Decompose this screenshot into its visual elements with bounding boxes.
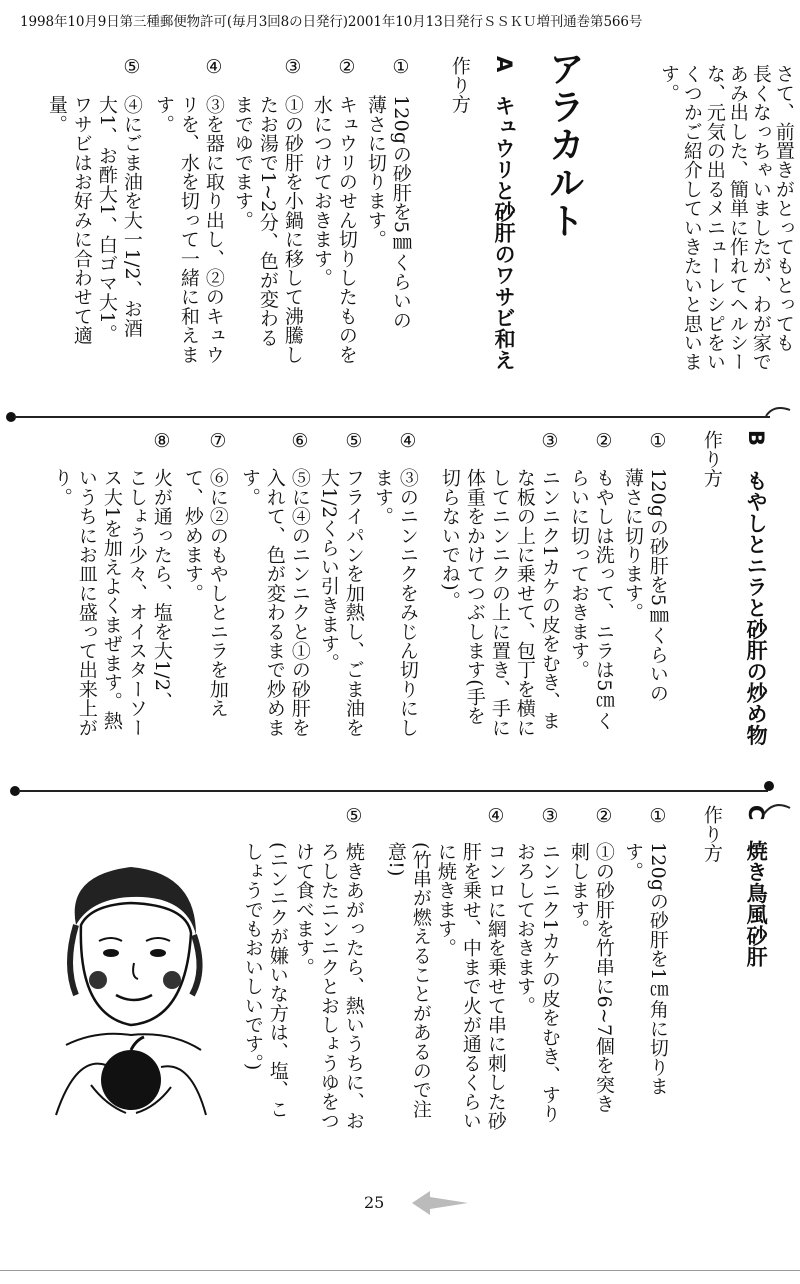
- c-step-4-line-3: に焼きます。: [434, 842, 457, 958]
- b-step-4-line-1: ③のニンニクをみじん切りにし: [396, 468, 419, 737]
- c-step-4-line-1: コンロに網を乗せて串に刺した砂: [484, 842, 507, 1130]
- section-c-letter: C: [744, 805, 769, 821]
- intro-line-4: な、元気の出るメニューレシピをい: [703, 64, 726, 372]
- c-step-3-num: ③: [538, 805, 561, 828]
- b-step-6-num: ⑥: [288, 430, 311, 453]
- a-step-3-line-1: ①の砂肝を小鍋に移して沸騰し: [281, 95, 304, 364]
- b-step-7-num: ⑦: [206, 430, 229, 453]
- c-step-5-line-4: (ニンニクが嫌いな方は、塩、こ: [266, 842, 289, 1119]
- section-a-letter: A: [492, 56, 517, 73]
- c-step-5-line-5: しょうでもおいしいです。): [241, 842, 264, 1071]
- c-step-4-line-2: 肝を乗せ、中まで火が通るくらい: [459, 842, 482, 1130]
- intro-line-3: あみ出した、簡単に作れてヘルシー: [726, 64, 749, 372]
- c-step-5-line-2: ろしたニンニクとおしょうゆをつ: [317, 842, 340, 1130]
- b-step-3-line-3: してニンニクの上に置き、手に: [488, 468, 511, 737]
- arrow-right-icon: [410, 1187, 470, 1219]
- b-step-7-line-2: て、炒めます。: [181, 468, 204, 603]
- a-step-4-line-2: リを、水を切って一緒に和えま: [177, 95, 200, 364]
- b-step-5-line-1: フライパンを加熱し、ごま油を: [342, 468, 365, 737]
- a-step-5-line-4: 量。: [45, 95, 68, 134]
- section-c-title: 焼き鳥風砂肝: [744, 840, 769, 968]
- a-step-2-line-1: キュウリのせん切りしたものを: [335, 95, 358, 364]
- cartoon-woman-icon: [36, 855, 226, 1155]
- a-step-1-num: ①: [389, 56, 412, 79]
- b-step-3-line-1: ニンニク1カケの皮をむき、ま: [538, 468, 561, 730]
- b-step-1-line-1: 120gの砂肝を5㎜くらいの: [646, 468, 669, 703]
- b-step-6-line-1: ⑤に④のニンニクと①の砂肝を: [288, 468, 311, 737]
- b-step-8-line-5: り。: [50, 468, 73, 507]
- c-step-2-line-2: 刺します。: [567, 842, 590, 938]
- bottom-edge-line: [0, 1270, 800, 1271]
- a-step-1-line-2: 薄さに切ります。: [364, 95, 387, 249]
- intro-line-5: くつかご紹介していきたいと思いま: [680, 64, 703, 372]
- b-step-6-line-3: す。: [238, 468, 261, 507]
- curl-ornament-icon: [762, 800, 792, 816]
- divider-rule: [14, 416, 770, 418]
- b-step-4-line-2: ます。: [371, 468, 394, 526]
- a-step-4-num: ④: [202, 56, 225, 79]
- c-step-2-num: ②: [592, 805, 615, 828]
- b-step-3-line-2: な板の上に乗せて、包丁を横に: [513, 468, 536, 737]
- b-step-5-line-2: 大1/2くらい引きます。: [317, 468, 340, 672]
- a-step-1-line-1: 120gの砂肝を5㎜くらいの: [389, 95, 412, 330]
- c-step-3-line-2: おろしておきます。: [513, 842, 536, 1015]
- a-step-5-num: ⑤: [120, 56, 143, 79]
- b-step-8-line-3: ス大1を加えよくまぜます。熱: [100, 468, 123, 730]
- a-step-3-line-3: までゆでます。: [231, 95, 254, 230]
- a-step-5-line-3: ワサビはお好みに合わせて適: [70, 95, 93, 345]
- c-step-4-line-4: (竹串が燃えることがあるので注: [409, 842, 432, 1119]
- c-step-5-line-1: 焼きあがったら、熱いうちに、お: [342, 842, 365, 1130]
- section-title: アラカルト: [543, 50, 585, 240]
- b-step-1-num: ①: [646, 430, 669, 453]
- c-step-5-num: ⑤: [342, 805, 365, 828]
- section-a-howto: 作り方: [448, 56, 471, 114]
- curl-ornament-icon: [764, 404, 792, 418]
- section-b-letter: B: [744, 430, 769, 447]
- section-b-title: もやしとニラと砂肝の炒め物: [744, 470, 769, 746]
- b-step-2-line-1: もやしは洗って、ニラは5㎝く: [592, 468, 615, 730]
- b-step-1-line-2: 薄さに切ります。: [621, 468, 644, 622]
- b-step-8-line-2: こしょう少々、オイスターソー: [125, 468, 148, 737]
- section-b-howto: 作り方: [700, 430, 723, 488]
- page-number: 25: [364, 1193, 385, 1212]
- b-step-3-num: ③: [538, 430, 561, 453]
- a-step-3-line-2: たお湯で1~2分、色が変わる: [256, 95, 279, 347]
- a-step-3-num: ③: [281, 56, 304, 79]
- c-step-2-line-1: ①の砂肝を竹串に6~7個を突き: [592, 842, 615, 1114]
- divider-dot-right: [764, 781, 774, 791]
- b-step-7-line-1: ⑥に②のもやしとニラを加え: [206, 468, 229, 718]
- b-step-8-num: ⑧: [150, 430, 173, 453]
- c-step-3-line-1: ニンニク1カケの皮をむき、すり: [538, 842, 561, 1124]
- section-c-howto: 作り方: [700, 805, 723, 863]
- c-step-4-num: ④: [484, 805, 507, 828]
- intro-line-2: 長くなっちゃいましたが、わが家で: [749, 64, 772, 372]
- intro-line-6: す。: [657, 64, 680, 103]
- a-step-2-num: ②: [335, 56, 358, 79]
- b-step-4-num: ④: [396, 430, 419, 453]
- divider-rule: [18, 790, 768, 792]
- section-a-title: キュウリと砂肝のワサビ和え: [492, 95, 517, 371]
- a-step-5-line-1: ④にごま油を大一1/2、お酒: [120, 95, 143, 338]
- b-step-8-line-1: 火が通ったら、塩を大1/2、: [150, 468, 173, 711]
- b-step-8-line-4: いうちにお皿に盛って出来上が: [75, 468, 98, 737]
- c-step-1-num: ①: [646, 805, 669, 828]
- b-step-2-num: ②: [592, 430, 615, 453]
- c-step-4-line-5: 意!): [384, 842, 407, 877]
- a-step-4-line-3: す。: [152, 95, 175, 134]
- b-step-3-line-5: 切らないでね)。: [438, 468, 461, 611]
- b-step-5-num: ⑤: [342, 430, 365, 453]
- b-step-6-line-2: 入れて、色が変わるまで炒めま: [263, 468, 286, 737]
- c-step-1-line-1: 120gの砂肝を1㎝角に切りま: [646, 842, 669, 1096]
- b-step-2-line-2: らいに切っておきます。: [567, 468, 590, 680]
- c-step-1-line-2: す。: [621, 842, 644, 881]
- b-step-3-line-4: 体重をかけてつぶします(手を: [463, 468, 486, 726]
- a-step-4-line-1: ③を器に取り出し、②のキュウ: [202, 95, 225, 364]
- a-step-5-line-2: 大1、お酢大1、白ゴマ大1。: [95, 95, 118, 344]
- c-step-5-line-3: けて食べます。: [292, 842, 315, 977]
- intro-line-1: さて、前置きがとってもとっても: [772, 64, 795, 352]
- header-line: 1998年10月9日第三種郵便物許可(毎月3回8の日発行)2001年10月13日発行ＳＳＫＵ増刊通巻第566号: [20, 14, 643, 30]
- a-step-2-line-2: 水につけておきます。: [310, 95, 333, 287]
